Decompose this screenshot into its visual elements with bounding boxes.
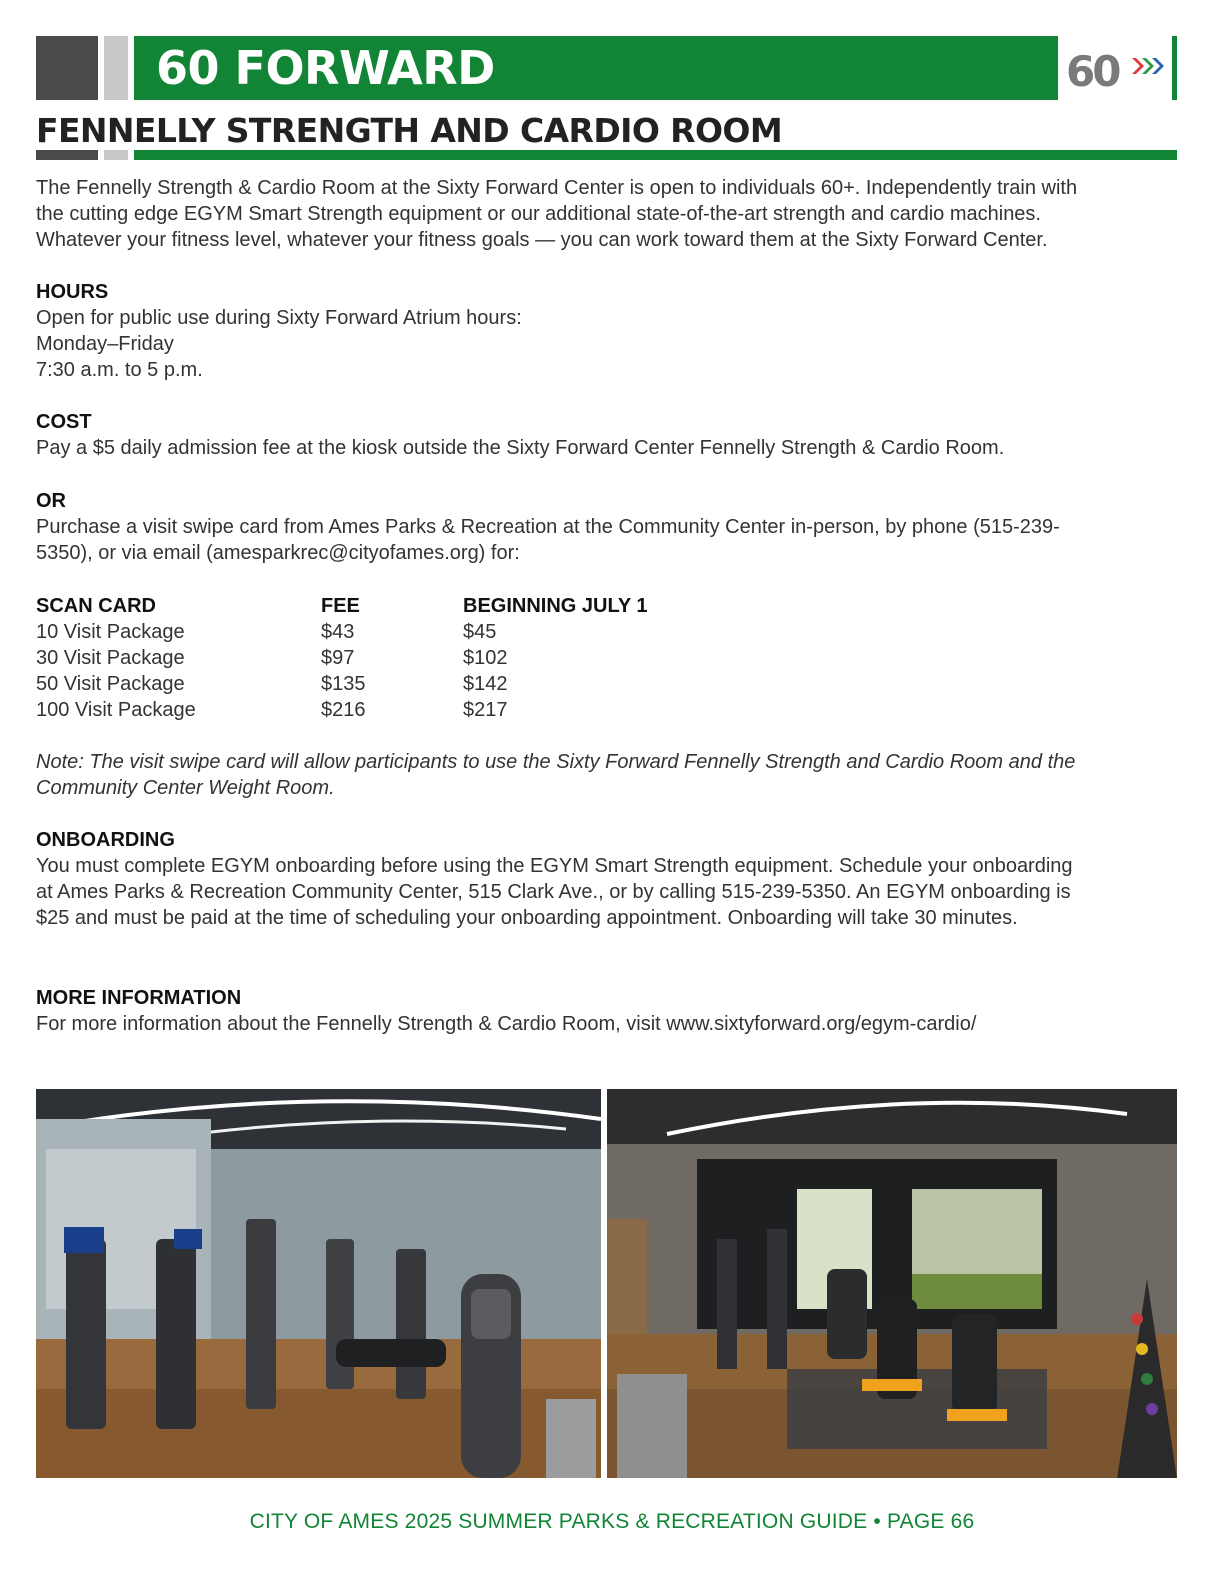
package-name: 30 Visit Package	[36, 647, 185, 669]
note-line: Community Center Weight Room.	[36, 777, 335, 799]
page-footer: CITY OF AMES 2025 SUMMER PARKS & RECREATION GUIDE • PAGE 66	[249, 1510, 975, 1533]
banner-light-block	[104, 36, 128, 100]
onboarding-section	[36, 827, 1181, 931]
package-fee: $97	[321, 647, 355, 669]
onboarding-line: $25 and must be paid at the time of scheduling your onboarding appointment. Onboarding will take 30 minutes.	[36, 907, 1018, 929]
package-fee: $43	[321, 621, 355, 643]
intro-line: the cutting edge EGYM Smart Strength equipment or our additional state-of-the-art strength and cardio machines.	[36, 203, 1041, 225]
logo-arrow-red	[1132, 58, 1144, 74]
or-section	[36, 488, 1181, 566]
onboarding-heading: ONBOARDING	[36, 829, 175, 851]
hours-line: Monday–Friday	[36, 333, 174, 355]
header-beginning-july-1: BEGINNING JULY 1	[463, 595, 648, 617]
header-fee: FEE	[321, 595, 360, 617]
logo-text: 60	[1066, 47, 1119, 96]
package-new-fee: $142	[463, 673, 508, 695]
note-paragraph	[36, 749, 1181, 801]
package-name: 100 Visit Package	[36, 699, 196, 721]
more-info-heading: MORE INFORMATION	[36, 987, 242, 1009]
hours-section	[36, 279, 1181, 383]
hours-heading: HOURS	[36, 281, 109, 303]
title-rule-green	[134, 150, 1177, 160]
title-rule-dark	[36, 150, 98, 160]
or-line: Purchase a visit swipe card from Ames Parks & Recreation at the Community Center in-person, by phone (515-239-	[36, 516, 1060, 538]
strength-room-photo	[36, 1089, 601, 1478]
header-scan-card: SCAN CARD	[36, 595, 156, 617]
more-info-text: For more information about the Fennelly Strength & Cardio Room, visit www.sixtyforward.org/egym-cardio/	[36, 1013, 977, 1035]
intro-paragraph	[36, 175, 1181, 253]
more-info-section	[36, 985, 1181, 1037]
title-rule-light	[104, 150, 128, 160]
cost-text: Pay a $5 daily admission fee at the kiosk outside the Sixty Forward Center Fennelly Strength & Cardio Room.	[36, 437, 1005, 459]
logo-accent-bar	[1172, 36, 1177, 100]
hours-line: Open for public use during Sixty Forward Atrium hours:	[36, 307, 522, 329]
package-fee: $216	[321, 699, 366, 721]
or-heading: OR	[36, 490, 66, 512]
cardio-room-photo	[607, 1089, 1177, 1478]
package-name: 50 Visit Package	[36, 673, 185, 695]
package-new-fee: $102	[463, 647, 508, 669]
intro-line: The Fennelly Strength & Cardio Room at the Sixty Forward Center is open to individuals 60+. Independently train with	[36, 177, 1078, 199]
onboarding-line: at Ames Parks & Recreation Community Center, 515 Clark Ave., or by calling 515-239-5350. An EGYM onboarding is	[36, 881, 1071, 903]
banner-dark-block	[36, 36, 98, 100]
cost-section	[36, 409, 1181, 461]
section-title: FENNELLY STRENGTH AND CARDIO ROOM	[36, 111, 783, 150]
onboarding-line: You must complete EGYM onboarding before using the EGYM Smart Strength equipment. Schedule your onboarding	[36, 855, 1073, 877]
banner-title: 60 FORWARD	[156, 41, 495, 95]
package-new-fee: $217	[463, 699, 508, 721]
package-fee: $135	[321, 673, 366, 695]
sixty-forward-logo	[1060, 36, 1177, 100]
intro-line: Whatever your fitness level, whatever your fitness goals — you can work toward them at the Sixty Forward Center.	[36, 229, 1048, 251]
note-line: Note: The visit swipe card will allow participants to use the Sixty Forward Fennelly Strength and Cardio Room and the	[36, 751, 1076, 773]
cost-heading: COST	[36, 411, 92, 433]
package-name: 10 Visit Package	[36, 621, 185, 643]
package-new-fee: $45	[463, 621, 497, 643]
hours-line: 7:30 a.m. to 5 p.m.	[36, 359, 203, 381]
or-line: 5350), or via email (amesparkrec@cityofames.org) for:	[36, 542, 520, 564]
header-banner	[36, 36, 1177, 100]
